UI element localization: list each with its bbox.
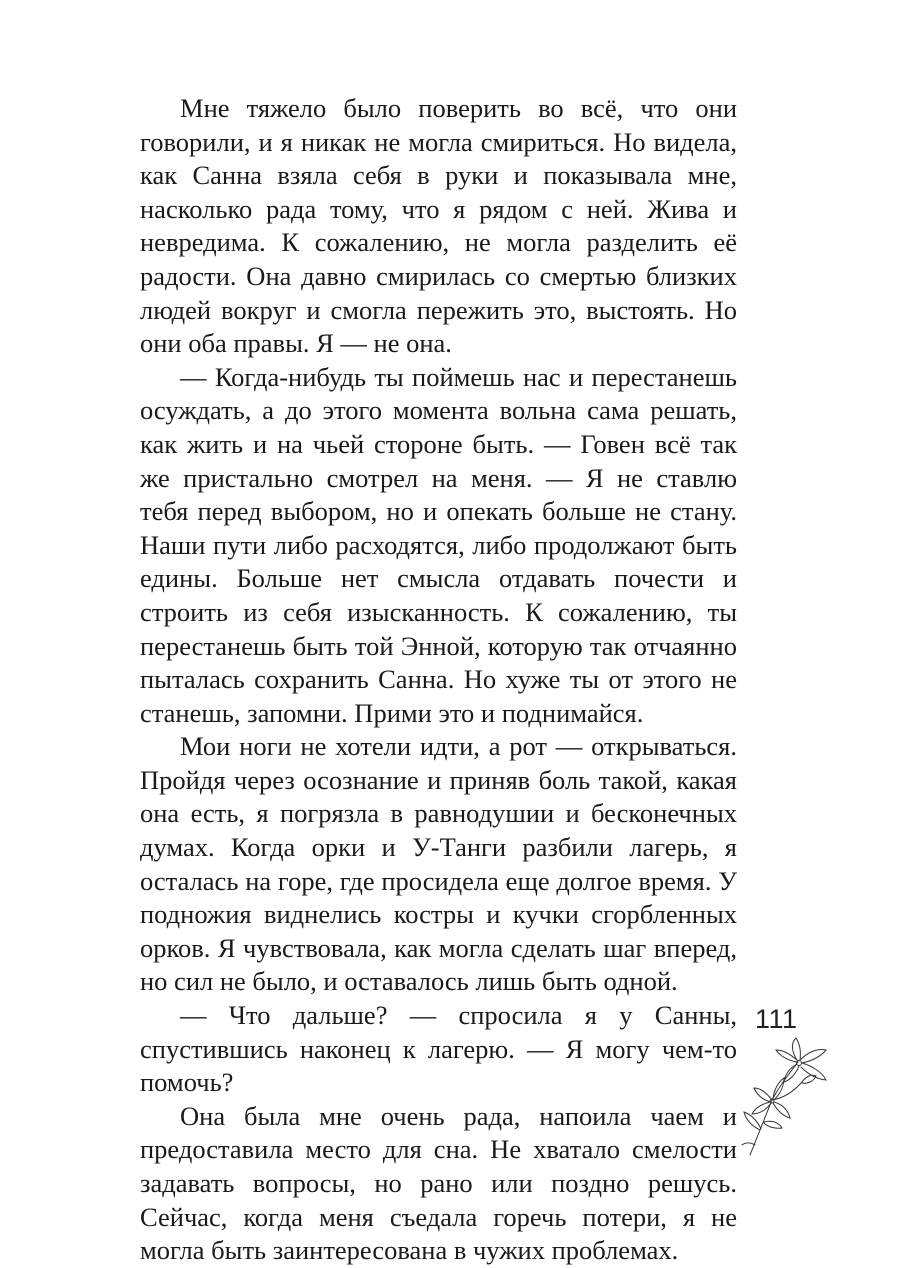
body-text [140,92,737,1268]
paragraph-4: — Что дальше? — спросила я у Санны, спустившись наконец к лагерю. — Я могу чем-то помочь? [140,1000,737,1098]
paragraph-1: Мне тяжело было поверить во всё, что они говорили, и я никак не могла смириться. Но видела, как Санна взяла себя в руки и показывала мне, насколько рада тому, что я рядом с ней. Жива и невредима. К сожалению, не могла разделить её радости. Она давно смирилась со смертью близких людей вокруг и смогла пережить это, выстоять. Но они оба правы. Я — не она. [140,93,737,359]
flower-sketch-icon [730,1030,840,1160]
paragraph-3: Мои ноги не хотели идти, а рот — открываться. Пройдя через осознание и приняв боль такой, какая она есть, я погрязла в равнодушии и бесконечных думах. Когда орки и У-Танги разбили лагерь, я осталась на горе, где просидела еще долгое время. У подножия виднелись костры и кучки сгорбленных орков. Я чувствовала, как могла сделать шаг вперед, но сил не было, и оставалось лишь быть одной. [140,731,737,997]
paragraph-5: Она была мне очень рада, напоила чаем и предоставила место для сна. Не хватало смелости задавать вопросы, но рано или поздно решусь. Сейчас, когда меня съедала горечь потери, я не могла быть заинтересована в чужих проблемах. [140,1100,737,1266]
page-number: 111 [755,1004,798,1034]
paragraph-2: — Когда-нибудь ты поймешь нас и перестанешь осуждать, а до этого момента вольна сама решать, как жить и на чьей стороне быть. — Говен всё так же пристально смотрел на меня. — Я не ставлю тебя перед выбором, но и опекать больше не стану. Наши пути либо расходятся, либо продолжают быть едины. Больше нет смысла отдавать почести и строить из себя изысканность. К сожалению, ты перестанешь быть той Энной, которую так отчаянно пыталась сохранить Санна. Но хуже ты от этого не станешь, запомни. Прими это и поднимайся. [140,361,737,728]
